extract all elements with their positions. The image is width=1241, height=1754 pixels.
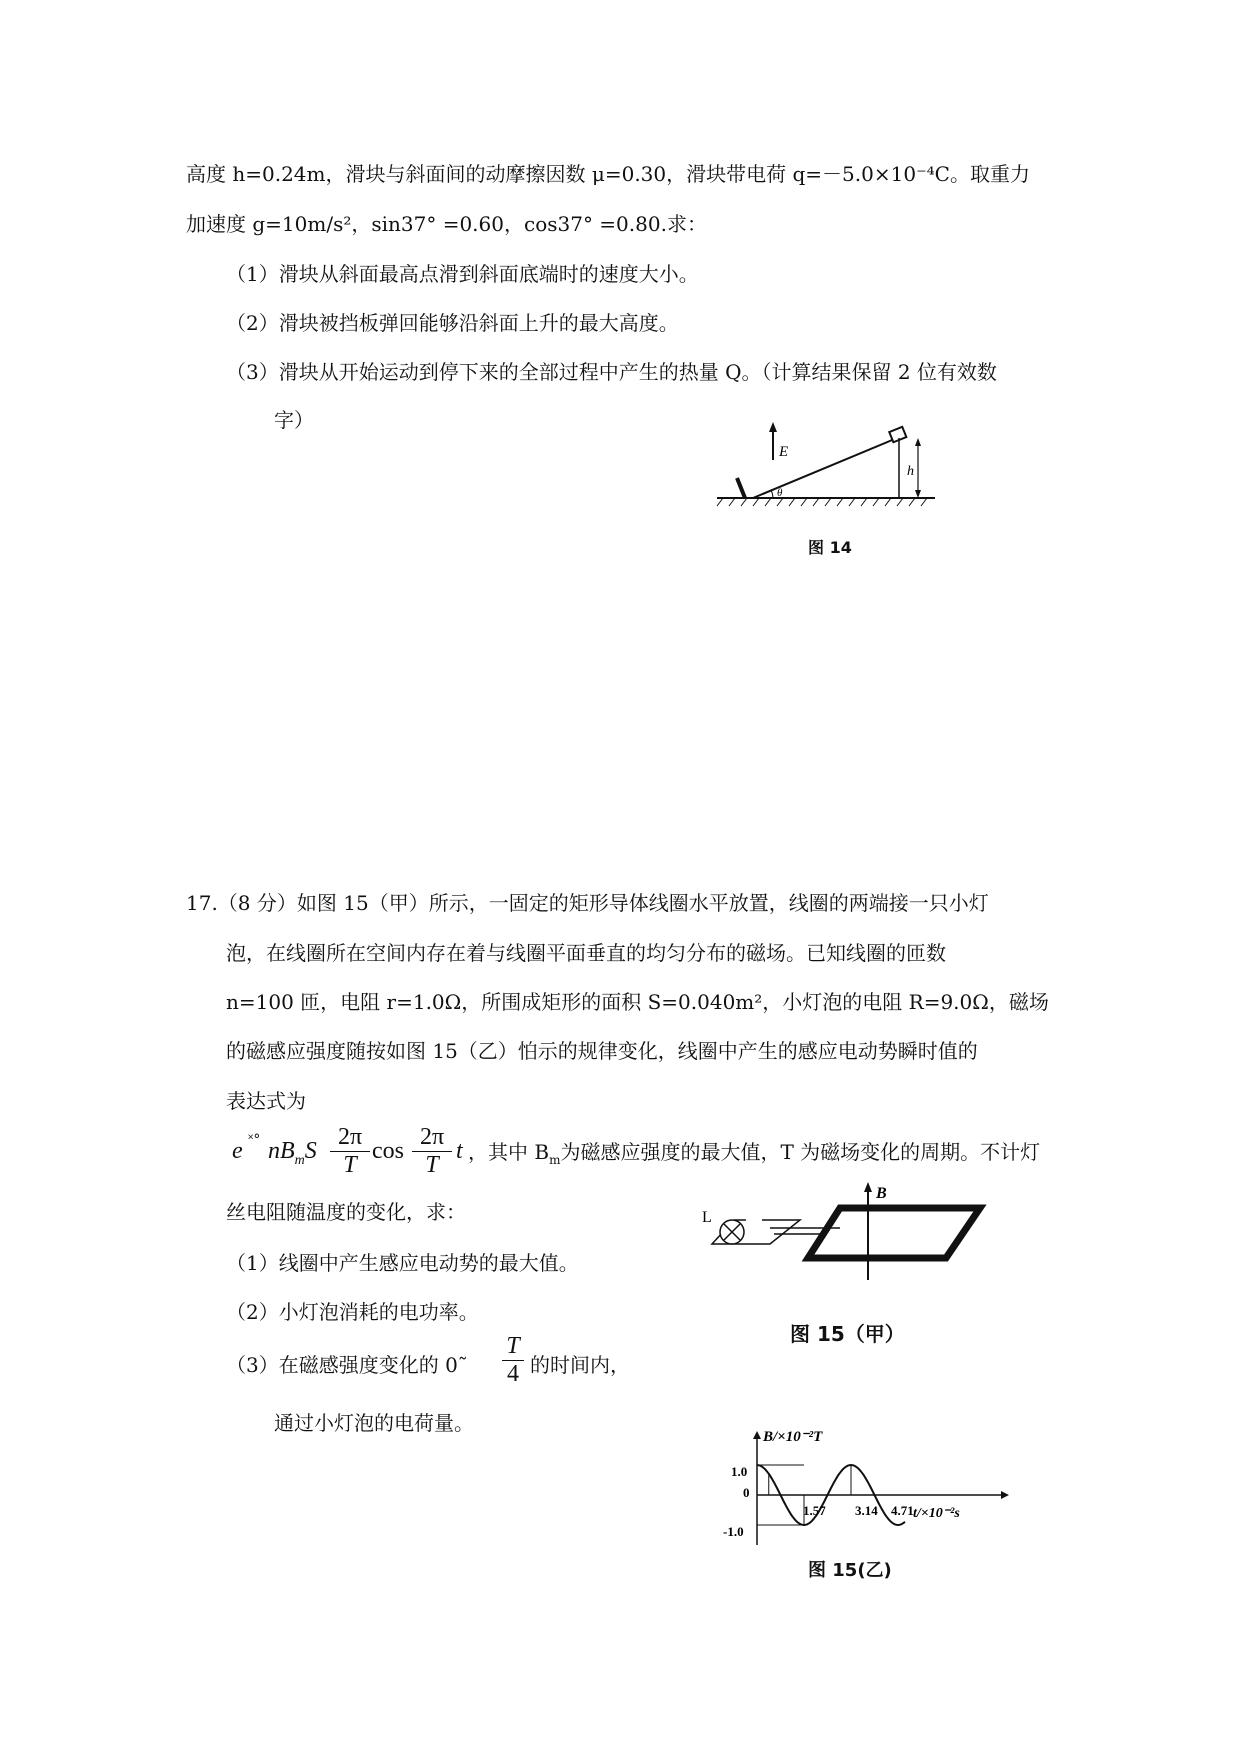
figure-15a-label-L: L — [702, 1209, 712, 1226]
figure-15b-ylabel: B/×10⁻²T — [763, 1429, 823, 1445]
q16-sub-question-1: （1）滑块从斜面最高点滑到斜面底端时的速度大小。 — [226, 262, 699, 286]
formula-t: t — [456, 1138, 463, 1164]
q17-sub-question-2: （2）小灯泡消耗的电功率。 — [226, 1300, 479, 1324]
figure-15b-xtick-1: 1.57 — [803, 1503, 826, 1518]
q16-sub-question-2: （2）滑块被挡板弹回能够沿斜面上升的最大高度。 — [226, 311, 679, 335]
figure-14-label-E: E — [779, 444, 789, 460]
q17-sub-question-1: （1）线圈中产生感应电动势的最大值。 — [226, 1251, 579, 1275]
figure-14-caption: 图 14 — [808, 538, 852, 557]
formula-S: S — [304, 1138, 317, 1164]
figure-15b-xlabel: t/×10⁻²s — [913, 1506, 960, 1521]
formula-frac-2: $\frac{2\pi}{T}$ — [412, 1124, 452, 1179]
figure-14-incline — [715, 420, 945, 550]
q17-text-line-1: 17.（8 分）如图 15（甲）所示，一固定的矩形导体线圈水平放置，线圈的两端接一只小灯 — [186, 891, 989, 915]
formula-sub-m: m — [294, 1152, 305, 1168]
formula-nB: nB — [268, 1138, 295, 1164]
sub3-fraction: $\frac{T}{4}$ — [502, 1333, 524, 1388]
q17-sub-question-3-cont: 通过小灯泡的电荷量。 — [274, 1411, 474, 1435]
figure-15b-graph — [715, 1425, 1015, 1555]
figure-15b-caption: 图 15(乙) — [808, 1560, 892, 1581]
q16-sub-question-3: （3）滑块从开始运动到停下来的全部过程中产生的热量 Q。（计算结果保留 2 位有效数 — [226, 360, 997, 384]
figure-15b-ytick-zero: 0 — [743, 1485, 750, 1500]
q17-text-line-4: 的磁感应强度随按如图 15（乙）怕示的规律变化，线圈中产生的感应电动势瞬时值的 — [226, 1039, 978, 1063]
figure-15a-label-B: B — [876, 1185, 887, 1202]
formula-frac-1: $\frac{2\pi}{T}$ — [330, 1124, 370, 1179]
figure-15a-coil — [690, 1180, 990, 1300]
formula-e: e — [232, 1138, 243, 1164]
formula-eq-mark: ˟° — [248, 1132, 261, 1148]
q16-text-line-2: 加速度 g=10m/s²，sin37° =0.60，cos37° =0.80.求： — [186, 212, 707, 236]
figure-14-label-theta: θ — [777, 487, 783, 499]
formula-cos: cos — [372, 1138, 404, 1164]
figure-15b-ytick-top: 1.0 — [731, 1464, 748, 1479]
q16-sub-question-3-cont: 字） — [274, 408, 314, 432]
formula-tail: ，其中 $B_m$为磁感应强度的最大值，T 为磁场变化的周期。不计灯 — [468, 1140, 1041, 1167]
figure-15b-xtick-2: 3.14 — [855, 1503, 878, 1518]
q16-text-line-1: 高度 h=0.24m，滑块与斜面间的动摩擦因数 μ=0.30，滑块带电荷 q=－5.0×10⁻⁴C。取重力 — [186, 162, 1030, 186]
figure-14-label-h: h — [907, 464, 914, 479]
q17-text-line-3: n=100 匝，电阻 r=1.0Ω，所围成矩形的面积 S=0.040m²，小灯泡的电阻 R=9.0Ω，磁场 — [226, 990, 1049, 1014]
q17-text-line-5: 表达式为 — [226, 1089, 306, 1113]
figure-15a-caption: 图 15（甲） — [790, 1322, 905, 1346]
q17-text-line-2: 泡，在线圈所在空间内存在着与线圈平面垂直的均匀分布的磁场。已知线圈的匝数 — [226, 941, 946, 965]
figure-15b-ytick-bottom: -1.0 — [723, 1524, 744, 1539]
q17-text-line-6: 丝电阻随温度的变化，求： — [226, 1200, 466, 1224]
q17-sub-question-3: （3）在磁感强度变化的 0˜ $\frac{T}{4}$ 的时间内， — [226, 1333, 630, 1387]
figure-15b-xtick-3: 4.71 — [891, 1503, 914, 1518]
